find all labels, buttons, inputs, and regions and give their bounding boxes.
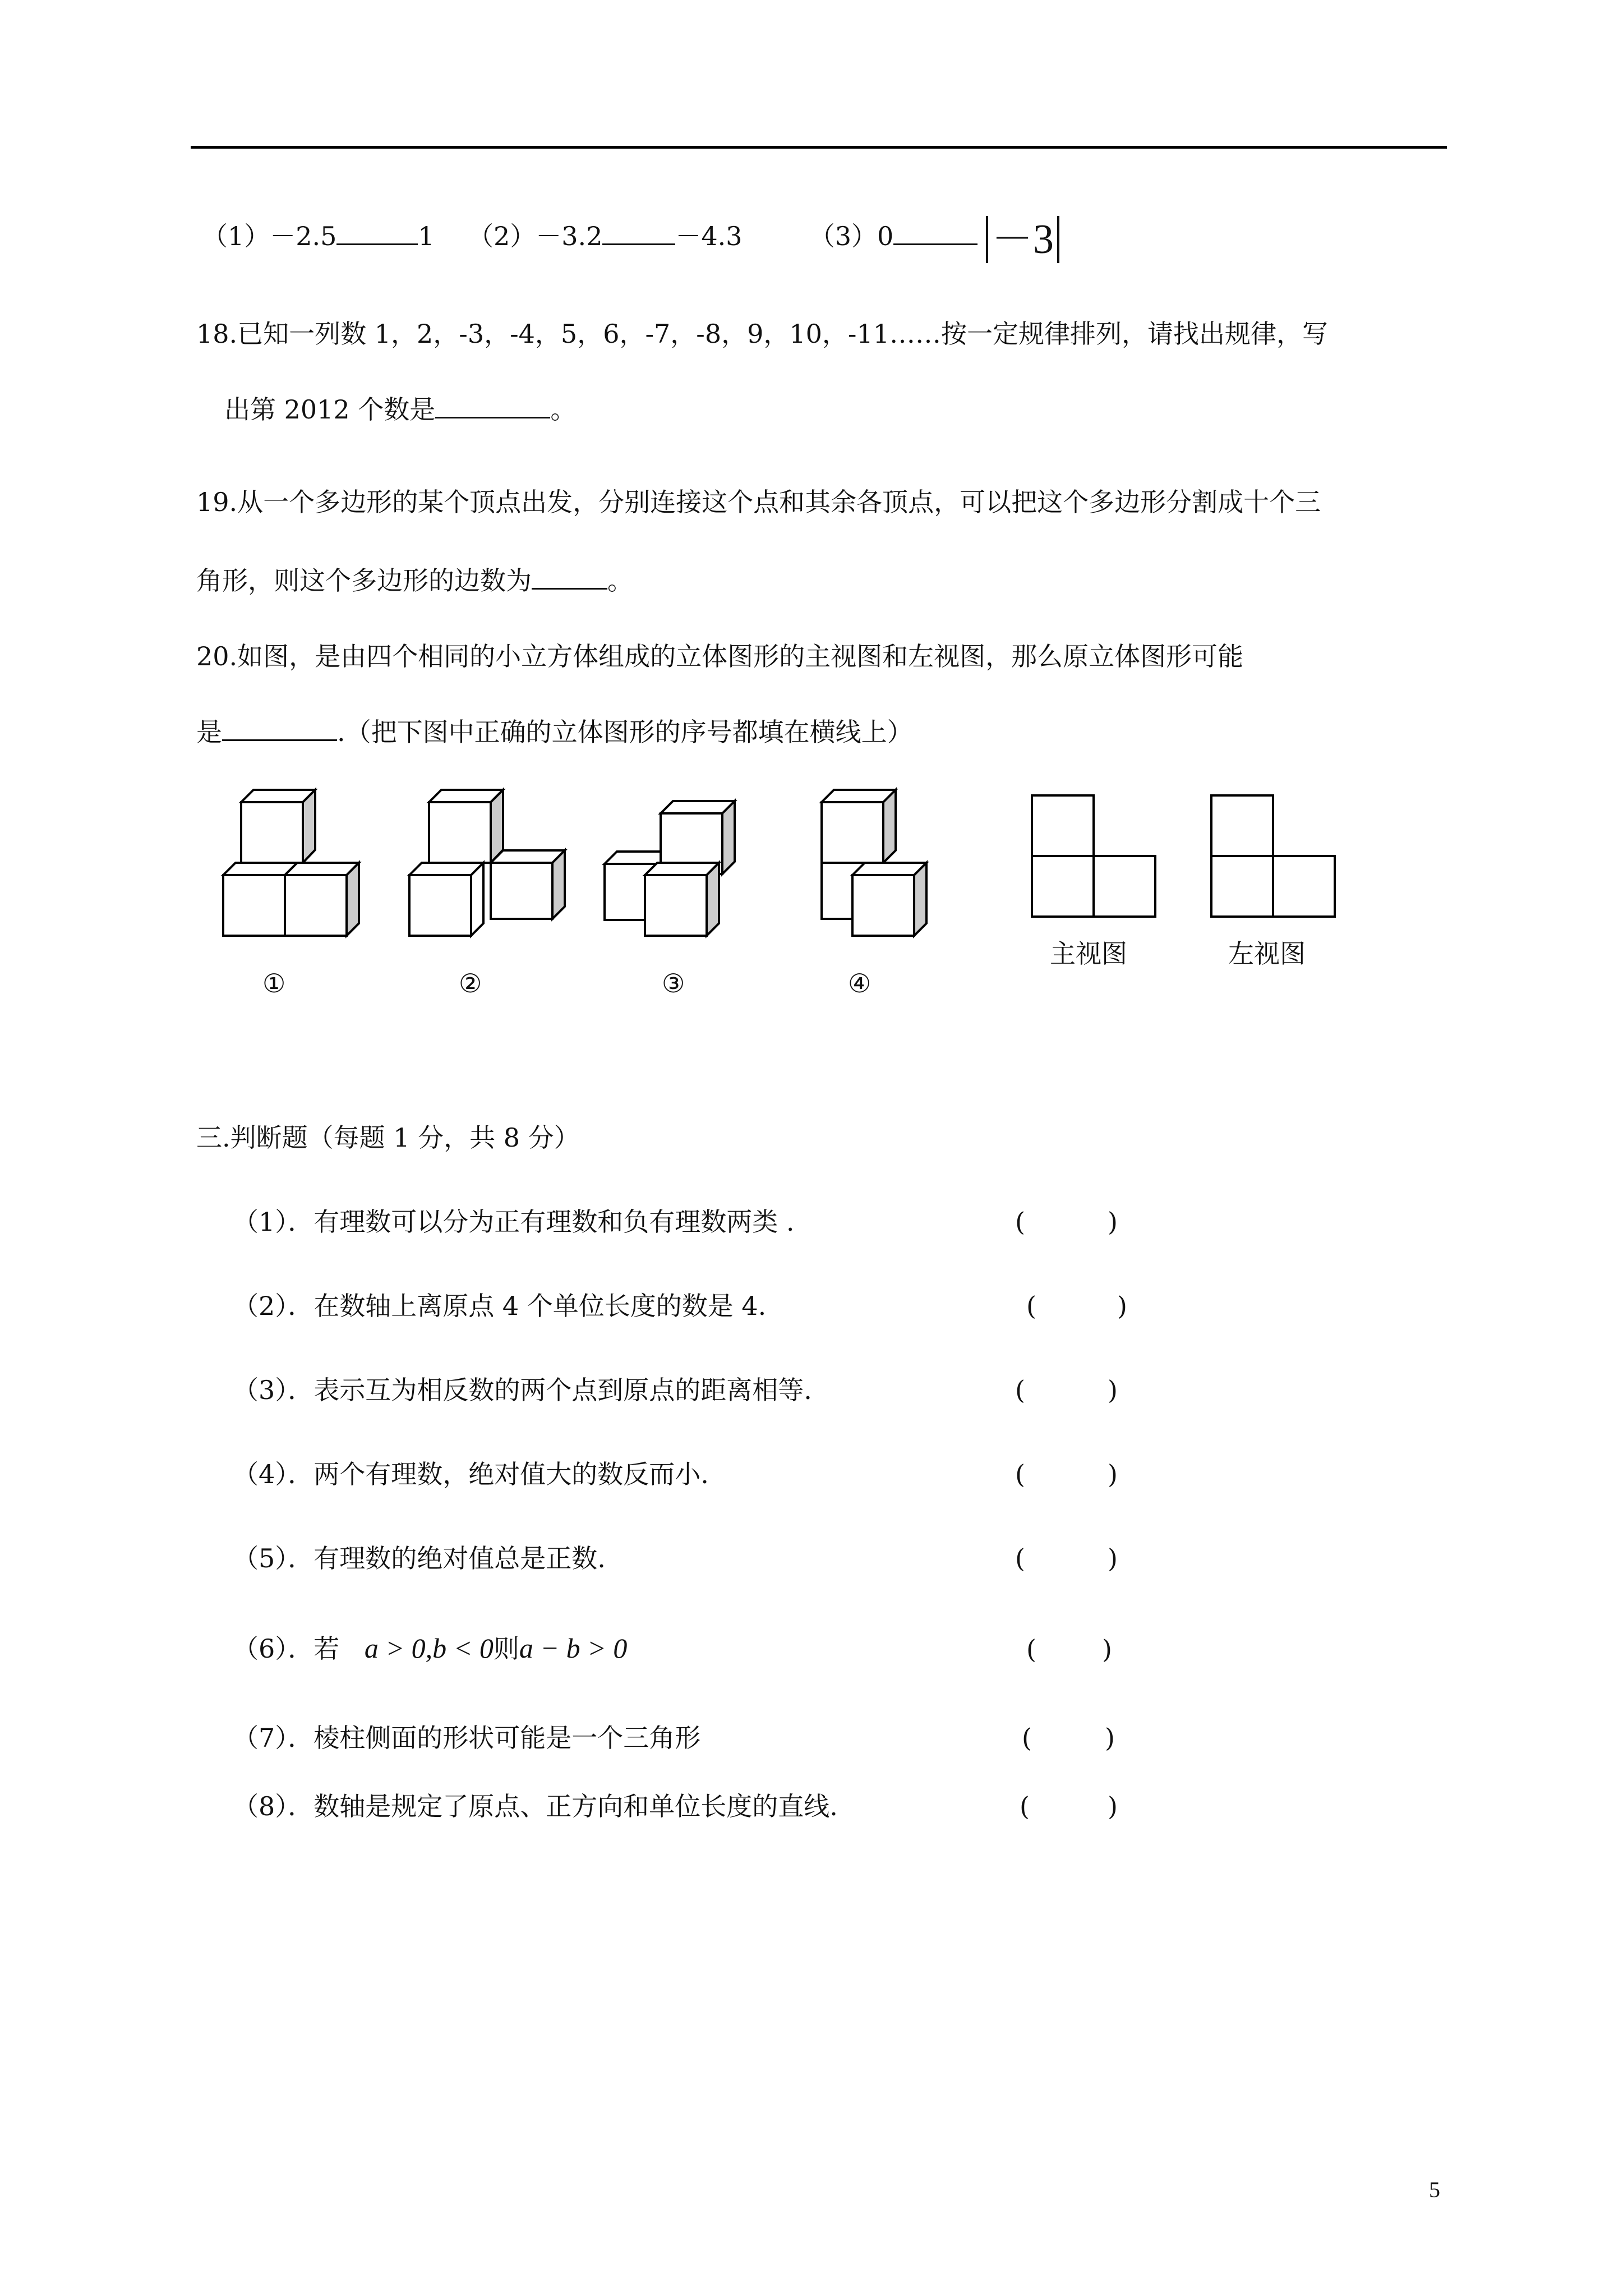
question-19-line1: 19.从一个多边形的某个顶点出发，分别连接这个点和其余各顶点，可以把这个多边形分割成十个三 (196, 487, 1321, 517)
item-6-prefix: （6）．若 (233, 1634, 340, 1664)
judgement-item-8: （8）．数轴是规定了原点、正方向和单位长度的直线. (233, 1791, 838, 1821)
item-6-conclusion: a − b > 0 (519, 1632, 628, 1664)
left-view-label: 左视图 (1228, 938, 1306, 969)
left-view-diagram (1211, 795, 1335, 917)
q17-part1-blank[interactable] (336, 221, 418, 245)
cube-figure-2 (409, 790, 565, 936)
front-view-diagram (1032, 795, 1155, 917)
page-number: 5 (1429, 2177, 1440, 2202)
q18-answer-blank[interactable] (435, 394, 550, 418)
q17-part1-label: （1）－2.5 (202, 221, 337, 251)
q17-part2-blank[interactable] (602, 221, 675, 245)
question-17-parts (202, 216, 1059, 263)
cube-figure-1 (223, 790, 359, 936)
question-20-line2 (196, 715, 913, 749)
q17-part3-label: （3）0 (809, 221, 894, 251)
question-18-line1: 18.已知一列数 1，2，-3，-4，5，6，-7，-8，9，10，-11……按一定规律排列，请找出规律，写 (196, 319, 1328, 349)
cube-figure-4 (822, 790, 926, 936)
q17-part2-after: －4.3 (675, 221, 743, 251)
q20-prompt: 是 (196, 717, 222, 747)
q19-answer-blank[interactable] (532, 565, 607, 590)
judgement-item-5: （5）．有理数的绝对值总是正数. (233, 1543, 606, 1573)
judgement-item-7: （7）．棱柱侧面的形状可能是一个三角形 (233, 1723, 701, 1753)
judgement-item-6 (233, 1631, 627, 1665)
question-20-line1: 20.如图，是由四个相同的小立方体组成的立体图形的主视图和左视图，那么原立体图形可能 (196, 641, 1244, 671)
q17-part3-blank[interactable] (893, 221, 978, 245)
q19-prompt: 角形，则这个多边形的边数为 (196, 565, 532, 596)
q17-part2-label: （2）－3.2 (467, 221, 603, 251)
header-rule (191, 146, 1447, 149)
section-3-title: 三.判断题（每题 1 分，共 8 分） (196, 1122, 580, 1153)
judgement-item-1: （1）．有理数可以分为正有理数和负有理数两类 . (233, 1207, 795, 1237)
judgement-item-4: （4）．两个有理数，绝对值大的数反而小. (233, 1459, 709, 1489)
cube-figures (213, 780, 1363, 1004)
figure-label-4: ④ (848, 968, 872, 999)
front-view-label: 主视图 (1050, 938, 1127, 969)
question-19-line2 (196, 564, 633, 597)
question-18-line2 (224, 393, 576, 426)
item-6-then: 则 (493, 1634, 519, 1664)
cube-figure-3 (605, 801, 735, 936)
item-6-condition: a > 0,b < 0 (364, 1632, 494, 1664)
judgement-item-3: （3）．表示互为相反数的两个点到原点的距离相等. (233, 1375, 812, 1405)
q18-period: 。 (550, 394, 577, 425)
absolute-value-expression: －3 (986, 216, 1059, 263)
q20-answer-blank[interactable] (222, 717, 337, 741)
figure-label-3: ③ (662, 968, 685, 999)
q19-period: 。 (607, 565, 633, 596)
judgement-item-2: （2）．在数轴上离原点 4 个单位长度的数是 4. (233, 1291, 767, 1321)
q20-instruction: .（把下图中正确的立体图形的序号都填在横线上） (337, 717, 913, 747)
figure-label-2: ② (459, 968, 482, 999)
figure-label-1: ① (262, 968, 286, 999)
q17-part1-after: 1 (418, 221, 435, 251)
q18-prompt: 出第 2012 个数是 (224, 394, 436, 425)
